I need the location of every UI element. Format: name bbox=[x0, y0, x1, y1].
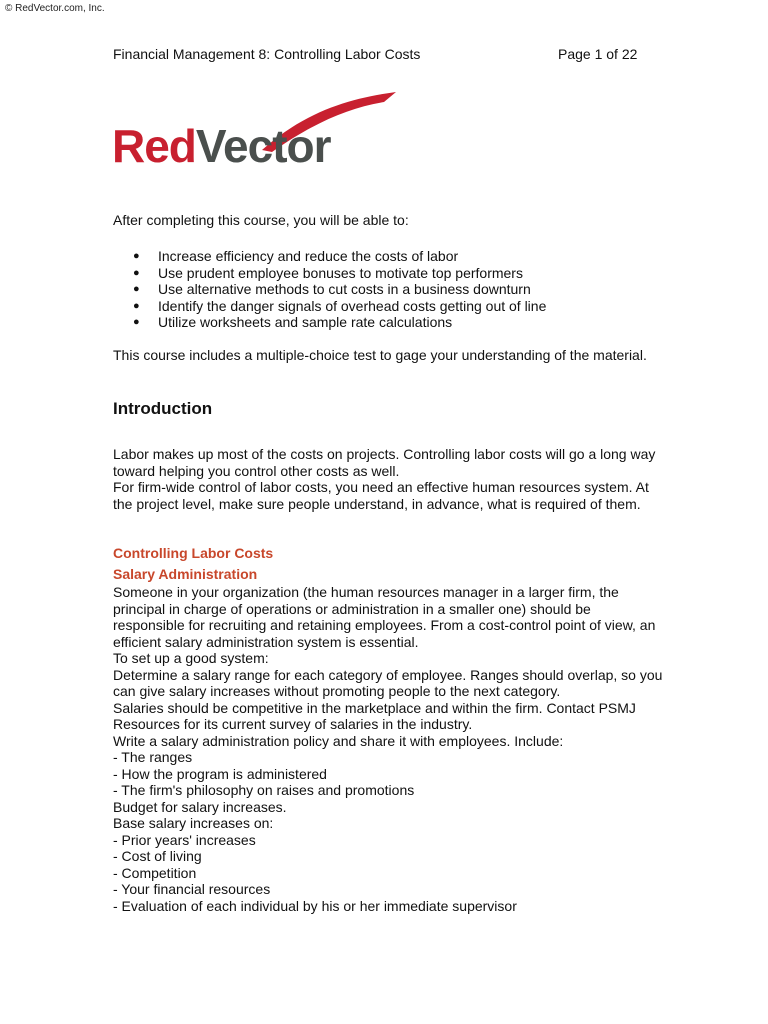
text-line: - The ranges bbox=[113, 749, 193, 765]
list-item: ● Use alternative methods to cut costs in a business downturn bbox=[133, 281, 531, 297]
copyright-notice: © RedVector.com, Inc. bbox=[5, 3, 105, 14]
bullet-icon: ● bbox=[133, 283, 140, 295]
text-line: Write a salary administration policy and share it with employees. Include: bbox=[113, 732, 564, 749]
list-item: ● Use prudent employee bonuses to motivate top performers bbox=[133, 264, 523, 281]
bullet-icon: ● bbox=[133, 266, 140, 279]
text-line: can give salary increases without promoting people to the next category. bbox=[113, 683, 561, 699]
text-line: - Prior years' increases bbox=[113, 831, 256, 848]
bullet-icon: ● bbox=[133, 299, 140, 312]
page-number: Page 1 of 22 bbox=[558, 46, 638, 62]
salary-administration-text bbox=[113, 584, 673, 914]
text-line: - The firm's philosophy on raises and promotions bbox=[113, 782, 415, 798]
text-line: Labor makes up most of the costs on projects. Controlling labor costs will go a long way bbox=[113, 446, 656, 462]
text-line: - Evaluation of each individual by his or her immediate supervisor bbox=[113, 897, 517, 914]
test-note: This course includes a multiple-choice test to gage your understanding of the material. bbox=[113, 347, 647, 363]
document-title: Financial Management 8: Controlling Labor Costs bbox=[113, 46, 421, 62]
introduction-paragraph bbox=[113, 446, 673, 512]
text-line: Determine a salary range for each category of employee. Ranges should overlap, so you bbox=[113, 666, 663, 683]
section-subheading: Salary Administration bbox=[113, 566, 258, 582]
redvector-logo bbox=[112, 90, 402, 170]
svg-text:RedVector bbox=[112, 120, 332, 170]
text-line: toward helping you control other costs as well. bbox=[113, 462, 400, 479]
section-heading: Controlling Labor Costs bbox=[113, 545, 274, 561]
text-line: Base salary increases on: bbox=[113, 815, 274, 831]
text-line: the project level, make sure people understand, in advance, what is required of them. bbox=[113, 495, 641, 512]
bullet-icon: ● bbox=[133, 250, 140, 262]
text-line: Budget for salary increases. bbox=[113, 798, 287, 815]
logo-text-red: Red bbox=[112, 120, 196, 170]
text-line: efficient salary administration system is essential. bbox=[113, 633, 419, 650]
text-line: - Competition bbox=[113, 864, 197, 881]
introduction-heading: Introduction bbox=[113, 399, 213, 418]
list-item: ● Increase efficiency and reduce the costs of labor bbox=[133, 248, 459, 264]
text-line: Salaries should be competitive in the marketplace and within the firm. Contact PSMJ bbox=[113, 699, 636, 716]
objectives-intro: After completing this course, you will be able to: bbox=[113, 212, 409, 228]
text-line: responsible for recruiting and retaining employees. From a cost-control point of view, an bbox=[113, 617, 656, 633]
text-line: To set up a good system: bbox=[113, 650, 269, 666]
text-line: - Cost of living bbox=[113, 848, 202, 864]
text-line: For firm-wide control of labor costs, you need an effective human resources system. At bbox=[113, 479, 649, 495]
logo-text-gray: Vector bbox=[195, 120, 331, 170]
bullet-icon: ● bbox=[133, 316, 140, 328]
list-item: ● Identify the danger signals of overhead costs getting out of line bbox=[133, 297, 547, 314]
text-line: principal in charge of operations or administration in a smaller one) should be bbox=[113, 600, 591, 617]
list-item: ● Utilize worksheets and sample rate calculations bbox=[133, 314, 453, 330]
text-line: Resources for its current survey of salaries in the industry. bbox=[113, 716, 473, 732]
text-line: Someone in your organization (the human resources manager in a larger firm, the bbox=[113, 584, 619, 600]
text-line: - Your financial resources bbox=[113, 881, 271, 897]
text-line: - How the program is administered bbox=[113, 765, 327, 782]
objectives-list bbox=[113, 248, 546, 331]
